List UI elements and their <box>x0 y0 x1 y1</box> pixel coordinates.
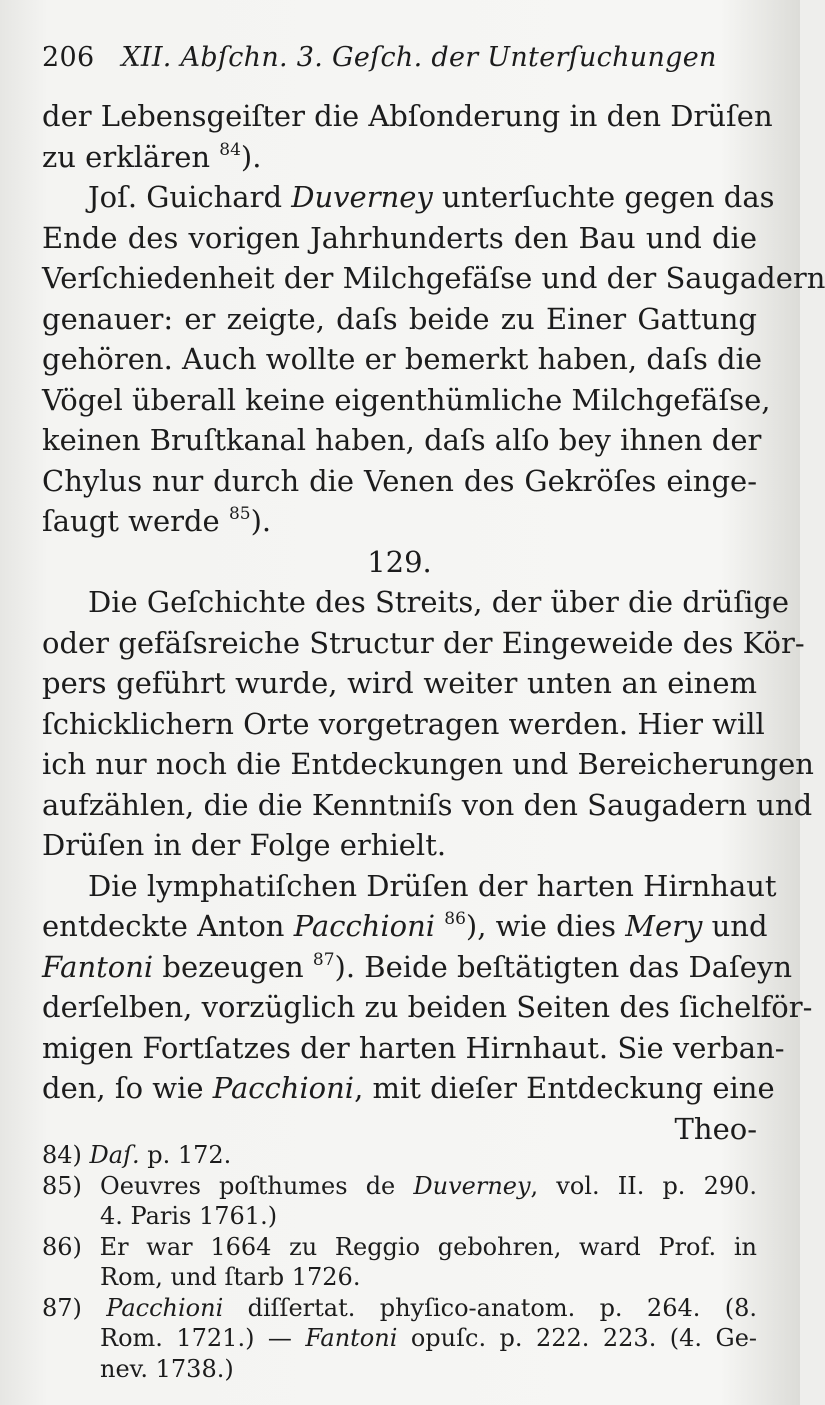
paragraph-2 <box>42 177 825 542</box>
section-number: 129. <box>367 544 432 579</box>
person-name: Pacchioni <box>293 909 436 943</box>
text-line <box>42 177 775 218</box>
footnote-mark: 86) <box>42 1232 100 1261</box>
text-line: keinen Bruſtkanal haben, daſs alſo bey ihnen der <box>42 423 762 457</box>
footnote-ref: 86 <box>444 909 466 929</box>
person-name: Mery <box>625 909 703 943</box>
text-fragment: , mit dieſer Entdeckung eine <box>354 1071 775 1105</box>
person-name: Fantoni <box>42 949 154 984</box>
footnote-line <box>42 1232 757 1263</box>
text-fragment: entdeckte Anton <box>42 909 294 943</box>
text-fragment: zu erklären <box>42 139 211 174</box>
footnote-ref: 85 <box>228 504 251 524</box>
text-fragment: Er war 1664 zu Reggio gebohren, ward Prof. in <box>99 1232 758 1261</box>
text-line: ich nur noch die Entdeckungen und Bereicherungen <box>42 747 814 781</box>
text-line: Die Geſchichte des Streits, der über die drüſige <box>88 585 790 619</box>
person-name: Duverney <box>291 180 433 214</box>
text-fragment: ). Beide beſtätigten das Daſeyn <box>334 949 793 984</box>
main-text <box>42 96 825 1149</box>
person-name: Pacchioni <box>212 1071 355 1105</box>
footnote-mark: 87) <box>42 1293 107 1322</box>
footnote-87 <box>42 1293 757 1385</box>
text-fragment: Joſ. Guichard <box>88 180 292 214</box>
text-fragment: p. 172. <box>139 1141 232 1169</box>
text-fragment: ſaugt werde <box>42 504 220 538</box>
running-header <box>42 42 757 82</box>
paragraph-1 <box>42 96 773 177</box>
text-line: derſelben, vorzüglich zu beiden Seiten des ſichelför- <box>42 990 813 1024</box>
text-line: oder gefäſsreiche Structur der Eingeweide des Kör- <box>42 625 805 660</box>
text-fragment: unterſuchte gegen das <box>432 180 775 214</box>
text-fragment: den, ſo wie <box>42 1071 213 1105</box>
text-line: Die lymphatiſchen Drüſen der harten Hirnhaut <box>88 868 777 903</box>
footnote-line: Rom, und ſtarb 1726. <box>100 1263 361 1291</box>
text-fragment: ). <box>250 504 272 538</box>
text-fragment: bezeugen <box>153 949 313 984</box>
text-line <box>42 947 793 988</box>
text-line <box>42 137 757 178</box>
footnote-ref: 87 <box>312 949 335 970</box>
text-line <box>42 501 757 542</box>
footnote-86 <box>42 1232 757 1293</box>
text-line: der Lebensgeiſter die Abſonderung in den Drüſen <box>42 99 773 133</box>
footnote-mark: 84) <box>42 1141 90 1169</box>
footnote-line <box>42 1140 757 1171</box>
paragraph-3 <box>42 582 814 866</box>
text-line: gehören. Auch wollte er bemerkt haben, daſs die <box>42 342 763 376</box>
person-name: Fantoni <box>305 1324 398 1352</box>
text-line: pers geführt wurde, wird weiter unten an einem <box>42 666 757 700</box>
text-line <box>42 906 768 947</box>
footnote-line: nev. 1738.) <box>100 1354 234 1383</box>
text-line: aufzählen, die die Kenntniſs von den Saugadern und <box>42 787 813 822</box>
text-line: Vögel überall keine eigenthümliche Milchgefäſse, <box>42 382 771 417</box>
text-fragment: ), wie dies <box>465 909 626 943</box>
text-line <box>42 1068 775 1109</box>
chapter-title: 3. Geſch. der Unterſuchungen <box>296 42 717 73</box>
text-fragment: und <box>702 909 768 943</box>
footnotes <box>42 1140 757 1384</box>
text-line: Chylus nur durch die Venen des Gekröſes einge- <box>42 463 757 498</box>
footnote-84 <box>42 1140 757 1171</box>
paragraph-4 <box>42 866 813 1150</box>
text-line: migen Fortſatzes der harten Hirnhaut. Sie verban- <box>42 1030 785 1065</box>
section-title: XII. Abſchn. <box>121 42 288 73</box>
text-line: genauer: er zeigte, daſs beide zu Einer Gattung <box>42 301 757 336</box>
footnote-line <box>42 1323 757 1354</box>
footnote-85 <box>42 1171 757 1232</box>
footnote-line <box>42 1171 757 1202</box>
person-name: Duverney <box>413 1171 531 1200</box>
footnote-line <box>42 1293 757 1324</box>
footnote-ref: 84 <box>219 139 241 160</box>
text-fragment: Daſ. <box>89 1141 140 1169</box>
footnote-line: 4. Paris 1761.) <box>100 1202 278 1230</box>
text-line: Verſchiedenheit der Milchgefäſse und der Saugadern <box>42 261 825 295</box>
page-number: 206 <box>42 42 95 73</box>
text-line: Drüſen in der Folge erhielt. <box>42 828 447 862</box>
text-line: ſchicklichern Orte vorgetragen werden. Hier will <box>42 706 765 741</box>
catchword: Theo- <box>674 1111 757 1146</box>
text-line: Ende des vorigen Jahrhunderts den Bau und die <box>42 220 757 255</box>
person-name: Pacchioni <box>106 1293 224 1322</box>
footnote-mark: 85) <box>42 1171 101 1200</box>
text-fragment: diſſertat. phyſico-anatom. p. 264. (8. <box>223 1293 757 1322</box>
text-fragment: , vol. II. p. 290. <box>530 1171 757 1200</box>
text-fragment: opuſc. p. 222. 223. (4. Ge- <box>397 1324 757 1352</box>
text-fragment: ). <box>240 139 262 174</box>
text-fragment: Oeuvres poſthumes de <box>100 1171 414 1200</box>
text-fragment: Rom. 1721.) — <box>100 1324 306 1352</box>
